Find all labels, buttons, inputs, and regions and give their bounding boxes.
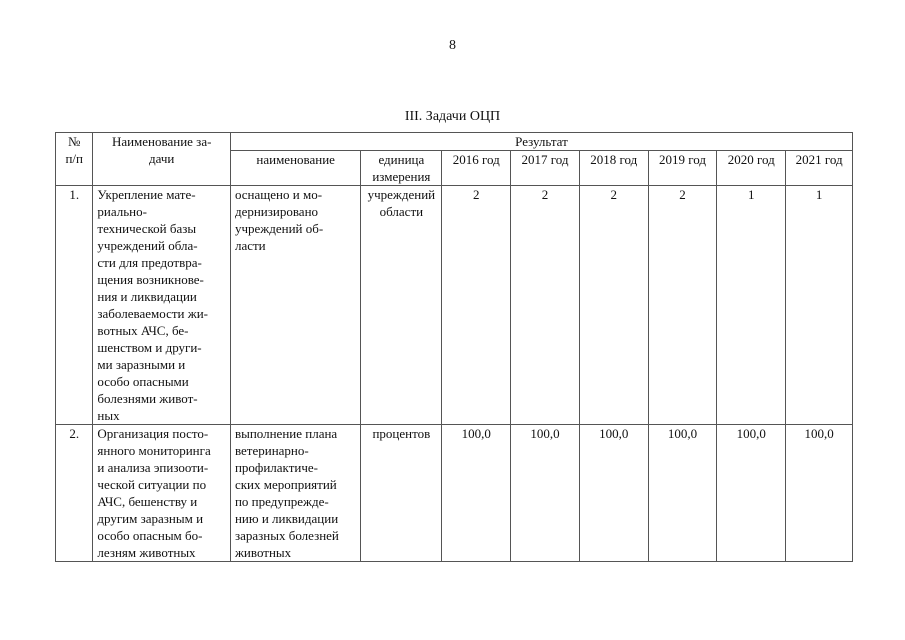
header-no: № п/п bbox=[56, 133, 93, 186]
row-number: 2. bbox=[56, 425, 93, 562]
tasks-table bbox=[55, 132, 853, 562]
header-year-2017: 2017 год bbox=[511, 151, 580, 186]
header-task-name: Наименование за- дачи bbox=[93, 133, 231, 186]
header-result: Результат bbox=[230, 133, 852, 151]
value-2019: 100,0 bbox=[648, 425, 717, 562]
page-number: 8 bbox=[449, 38, 456, 53]
header-indicator-name: наименование bbox=[230, 151, 360, 186]
header-unit: единица измерения bbox=[361, 151, 442, 186]
value-2017: 2 bbox=[511, 186, 580, 425]
unit-cell: учреждений области bbox=[361, 186, 442, 425]
value-2021: 1 bbox=[786, 186, 853, 425]
task-cell: Организация посто- янного мониторинга и анализа эпизооти- ческой ситуации по АЧС, бешенству и другим заразным и особо опасным бо- лезням животных bbox=[93, 425, 231, 562]
value-2016: 2 bbox=[442, 186, 511, 425]
indicator-cell: выполнение плана ветеринарно- профилактиче- ских мероприятий по предупрежде- нию и ликвидации заразных болезней животных bbox=[230, 425, 360, 562]
task-cell: Укрепление мате- риально- технической базы учреждений обла- сти для предотвра- щения возникнове- ния и ликвидации заболеваемости жи- вотных АЧС, бе- шенством и други- ми заразными и особо опасными болезнями живот- ных bbox=[93, 186, 231, 425]
value-2018: 2 bbox=[579, 186, 648, 425]
value-2020: 1 bbox=[717, 186, 786, 425]
row-number: 1. bbox=[56, 186, 93, 425]
header-year-2020: 2020 год bbox=[717, 151, 786, 186]
section-title: III. Задачи ОЦП bbox=[404, 109, 501, 124]
value-2017: 100,0 bbox=[511, 425, 580, 562]
indicator-cell: оснащено и мо- дернизировано учреждений об- ласти bbox=[230, 186, 360, 425]
header-year-2018: 2018 год bbox=[579, 151, 648, 186]
table-row bbox=[56, 425, 853, 562]
unit-cell: процентов bbox=[361, 425, 442, 562]
value-2018: 100,0 bbox=[579, 425, 648, 562]
value-2016: 100,0 bbox=[442, 425, 511, 562]
header-year-2016: 2016 год bbox=[442, 151, 511, 186]
table-row bbox=[56, 186, 853, 425]
value-2020: 100,0 bbox=[717, 425, 786, 562]
header-year-2021: 2021 год bbox=[786, 151, 853, 186]
value-2021: 100,0 bbox=[786, 425, 853, 562]
header-year-2019: 2019 год bbox=[648, 151, 717, 186]
value-2019: 2 bbox=[648, 186, 717, 425]
